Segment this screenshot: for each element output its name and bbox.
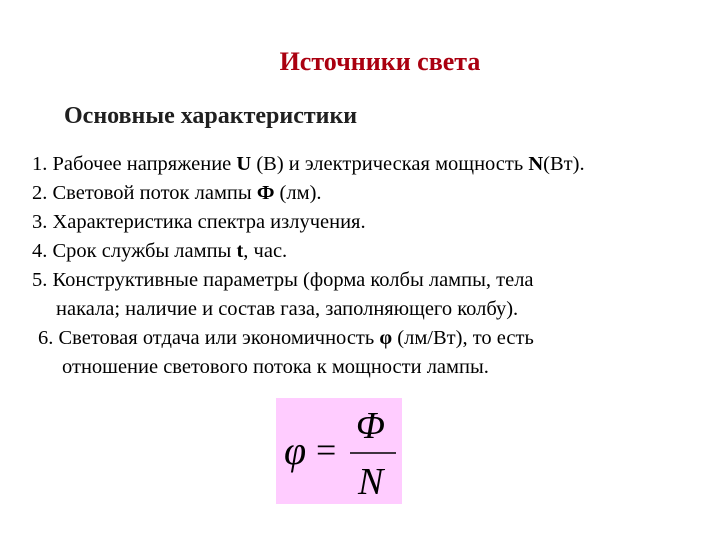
voltage-symbol: U <box>236 153 252 175</box>
formula-equals: = <box>316 430 337 470</box>
power-symbol: N <box>528 153 544 175</box>
item4-text-post: , час. <box>243 240 288 262</box>
list-item-6 <box>32 324 585 353</box>
item6-text-pre: 6. Световая отдача или экономичность <box>38 327 380 349</box>
item2-text-pre: 2. Световой поток лампы <box>32 182 257 204</box>
efficacy-formula <box>276 398 402 504</box>
formula-denominator: N <box>358 461 384 503</box>
item5-line2: накала; наличие и состав газа, заполняющего колбу). <box>56 298 519 320</box>
item1-text-post: (Вт). <box>543 153 585 175</box>
item1-text-pre: 1. Рабочее напряжение <box>32 153 237 175</box>
list-item-1 <box>32 150 585 179</box>
item1-text-mid: (В) и электрическая мощность <box>251 153 529 175</box>
formula-numerator: Φ <box>356 405 385 447</box>
time-symbol: t <box>236 240 244 262</box>
item5-line1: 5. Конструктивные параметры (форма колбы лампы, тела <box>32 269 534 291</box>
flux-symbol: Ф <box>256 182 275 204</box>
list-item-5-continuation <box>32 295 585 324</box>
section-subtitle: Основные характеристики <box>64 103 358 129</box>
list-item-2 <box>32 179 585 208</box>
formula-lhs: φ <box>284 428 307 473</box>
characteristics-list <box>32 150 585 382</box>
item4-text-pre: 4. Срок службы лампы <box>32 240 237 262</box>
item6-line2: отношение светового потока к мощности лампы. <box>62 356 489 378</box>
list-item-4 <box>32 237 585 266</box>
list-item-3 <box>32 208 585 237</box>
list-item-6-continuation <box>32 353 585 382</box>
item6-text-post: (лм/Вт), то есть <box>392 327 534 349</box>
efficacy-symbol: φ <box>379 327 393 349</box>
page-title: Источники света <box>279 47 481 76</box>
item2-text-post: (лм). <box>274 182 322 204</box>
list-item-5 <box>32 266 585 295</box>
item3-text: 3. Характеристика спектра излучения. <box>32 211 366 233</box>
formula-box <box>276 398 402 504</box>
